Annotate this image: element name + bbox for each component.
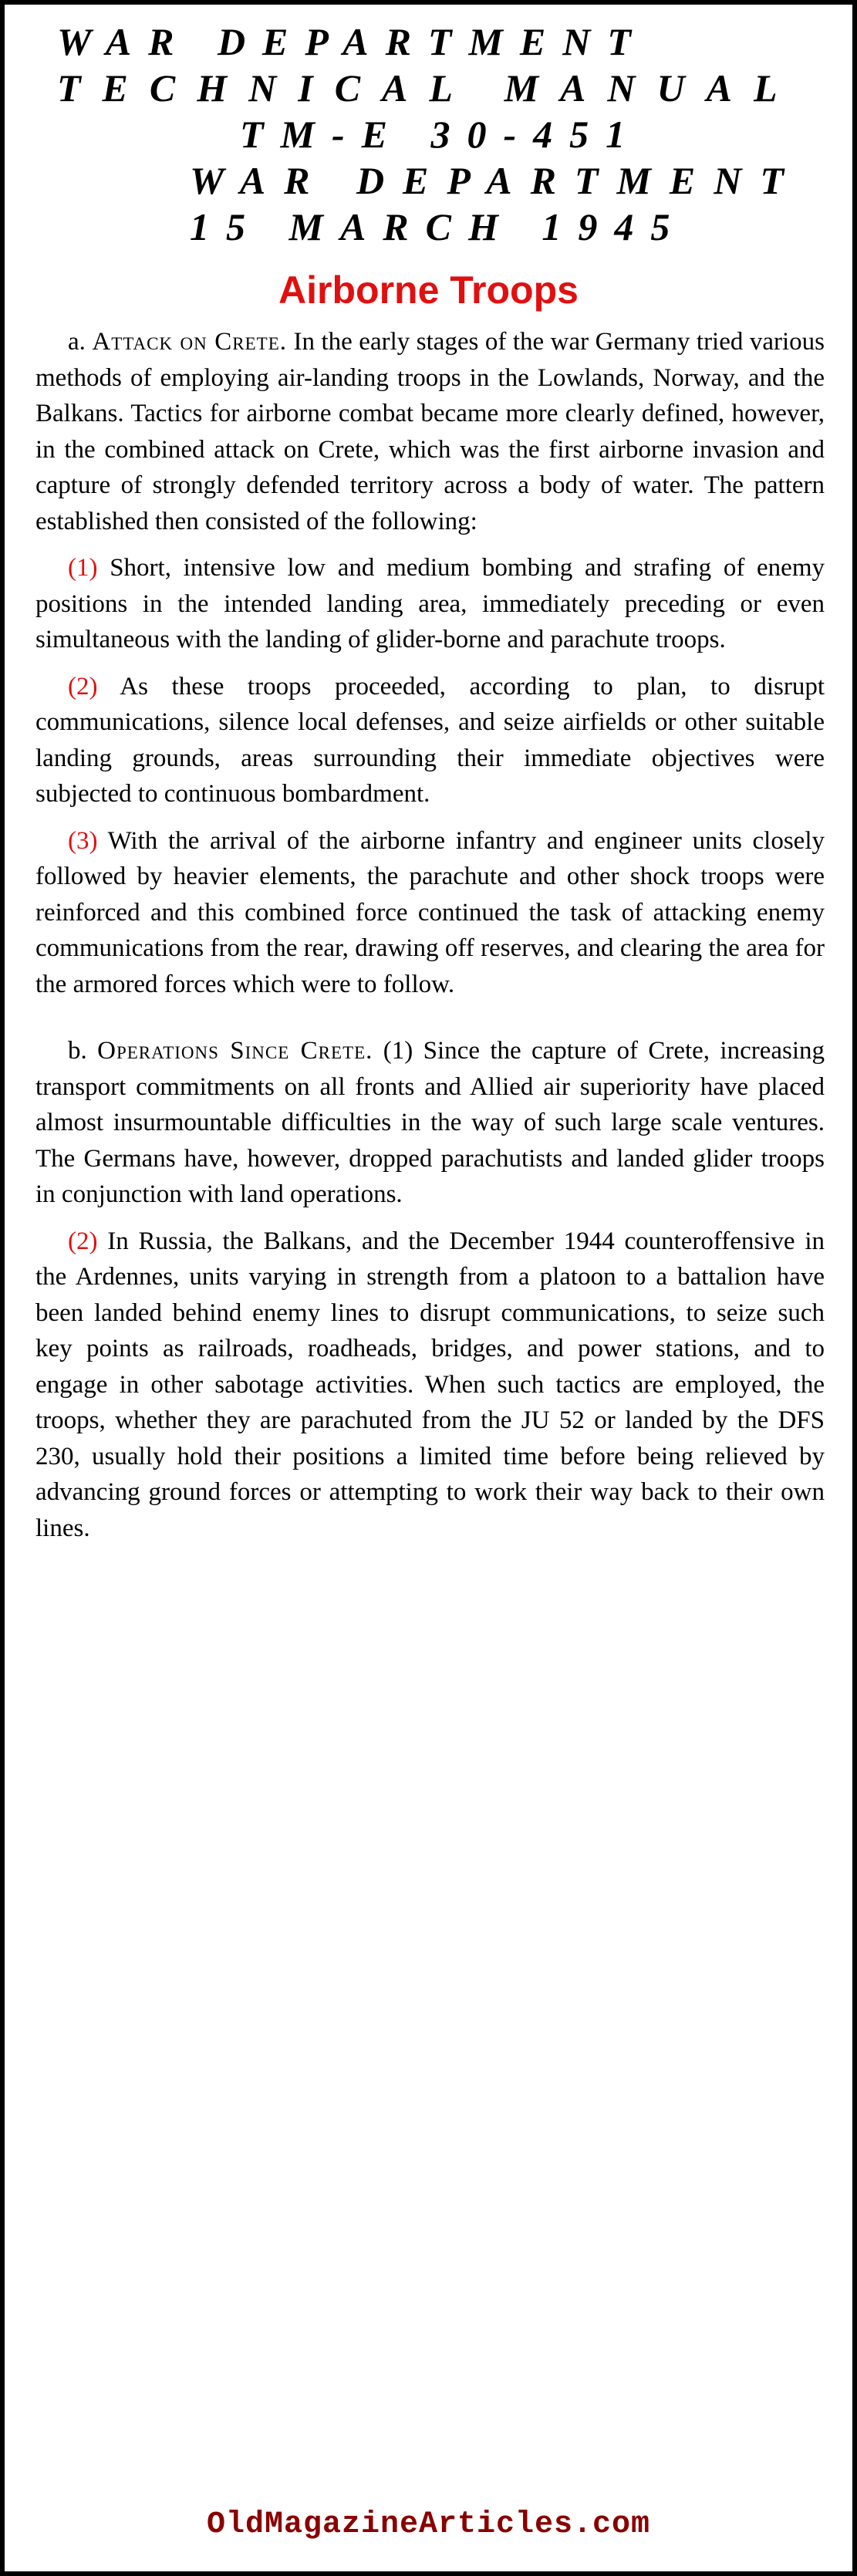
section-b-item-1 bbox=[35, 1033, 825, 1213]
item-number: (1) bbox=[68, 554, 98, 582]
section-b-label: b. bbox=[68, 1037, 87, 1065]
section-a-intro bbox=[35, 324, 825, 539]
item-number: (2) bbox=[68, 1227, 98, 1255]
article-title: Airborne Troops bbox=[278, 268, 579, 312]
section-a-item-1 bbox=[35, 550, 825, 658]
item-text: Since the capture of Crete, increasing transport commitments on all fronts and Allied air superiority have placed almost insurmountable difficulties in the way of such large scale ventures. The Germans have, however, dropped parachutists and landed glider troops in conjunction with land operations. bbox=[35, 1037, 825, 1208]
section-a-heading: Attack on Crete. bbox=[92, 328, 288, 356]
header-line-5: 15 MARCH 1945 bbox=[190, 205, 687, 248]
section-a-item-2 bbox=[35, 669, 825, 812]
section-a-item-3 bbox=[35, 823, 825, 1003]
header-line-2: TECHNICAL MANUAL bbox=[57, 66, 799, 110]
section-a-label: a. bbox=[68, 328, 86, 356]
header-line-1: WAR DEPARTMENT bbox=[57, 20, 648, 63]
item-text: With the arrival of the airborne infantry and engineer units closely followed by heavier elements, the parachute and other shock troops were reinforced and this combined force continued the task of attacking enemy communications from the rear, drawing off reserves, and clearing the area for the armored forces which were to follow. bbox=[35, 826, 825, 998]
section-b-heading: Operations Since Crete. bbox=[97, 1037, 373, 1065]
item-text: In Russia, the Balkans, and the December 1944 counteroffensive in the Ardennes, units varying in strength from a platoon to a battalion have been landed behind enemy lines to disrupt communications, to seize such key points as railroads, roadheads, bridges, and power stations, and to engage in other sabotage activities. When such tactics are employed, the troops, whether they are parachuted from the JU 52 or landed by the DFS 230, usually hold their positions a limited time before being relieved by advancing ground forces or attempting to work their way back to their own lines. bbox=[35, 1227, 825, 1542]
item-number: (3) bbox=[68, 826, 98, 855]
site-watermark: OldMagazineArticles.com bbox=[206, 2507, 651, 2542]
header-line-4: WAR DEPARTMENT bbox=[190, 159, 802, 202]
header-line-3: TM-E 30-451 bbox=[240, 113, 643, 156]
section-a-intro-text: In the early stages of the war Germany tried various methods of employing air-landing troops in the Lowlands, Norway, and the Balkans. Tactics for airborne combat became more clearly defined, however, in the combined attack on Crete, which was the first airborne invasion and capture of strongly defended territory across a body of water. The pattern established then consisted of the following: bbox=[35, 328, 825, 535]
item-number: (2) bbox=[68, 672, 98, 701]
manual-header bbox=[5, 5, 852, 250]
item-number: (1) bbox=[383, 1037, 413, 1065]
article-body bbox=[5, 324, 852, 1546]
section-b-item-2 bbox=[35, 1224, 825, 1547]
item-text: Short, intensive low and medium bombing and strafing of enemy positions in the intended landing area, immediately preceding or even simultaneous with the landing of glider-borne and parachute troops. bbox=[35, 554, 825, 653]
item-text: As these troops proceeded, according to plan, to disrupt communications, silence local defenses, and seize airfields or other suitable landing grounds, areas surrounding their immediate objectives were subjected to continuous bombardment. bbox=[35, 672, 825, 808]
